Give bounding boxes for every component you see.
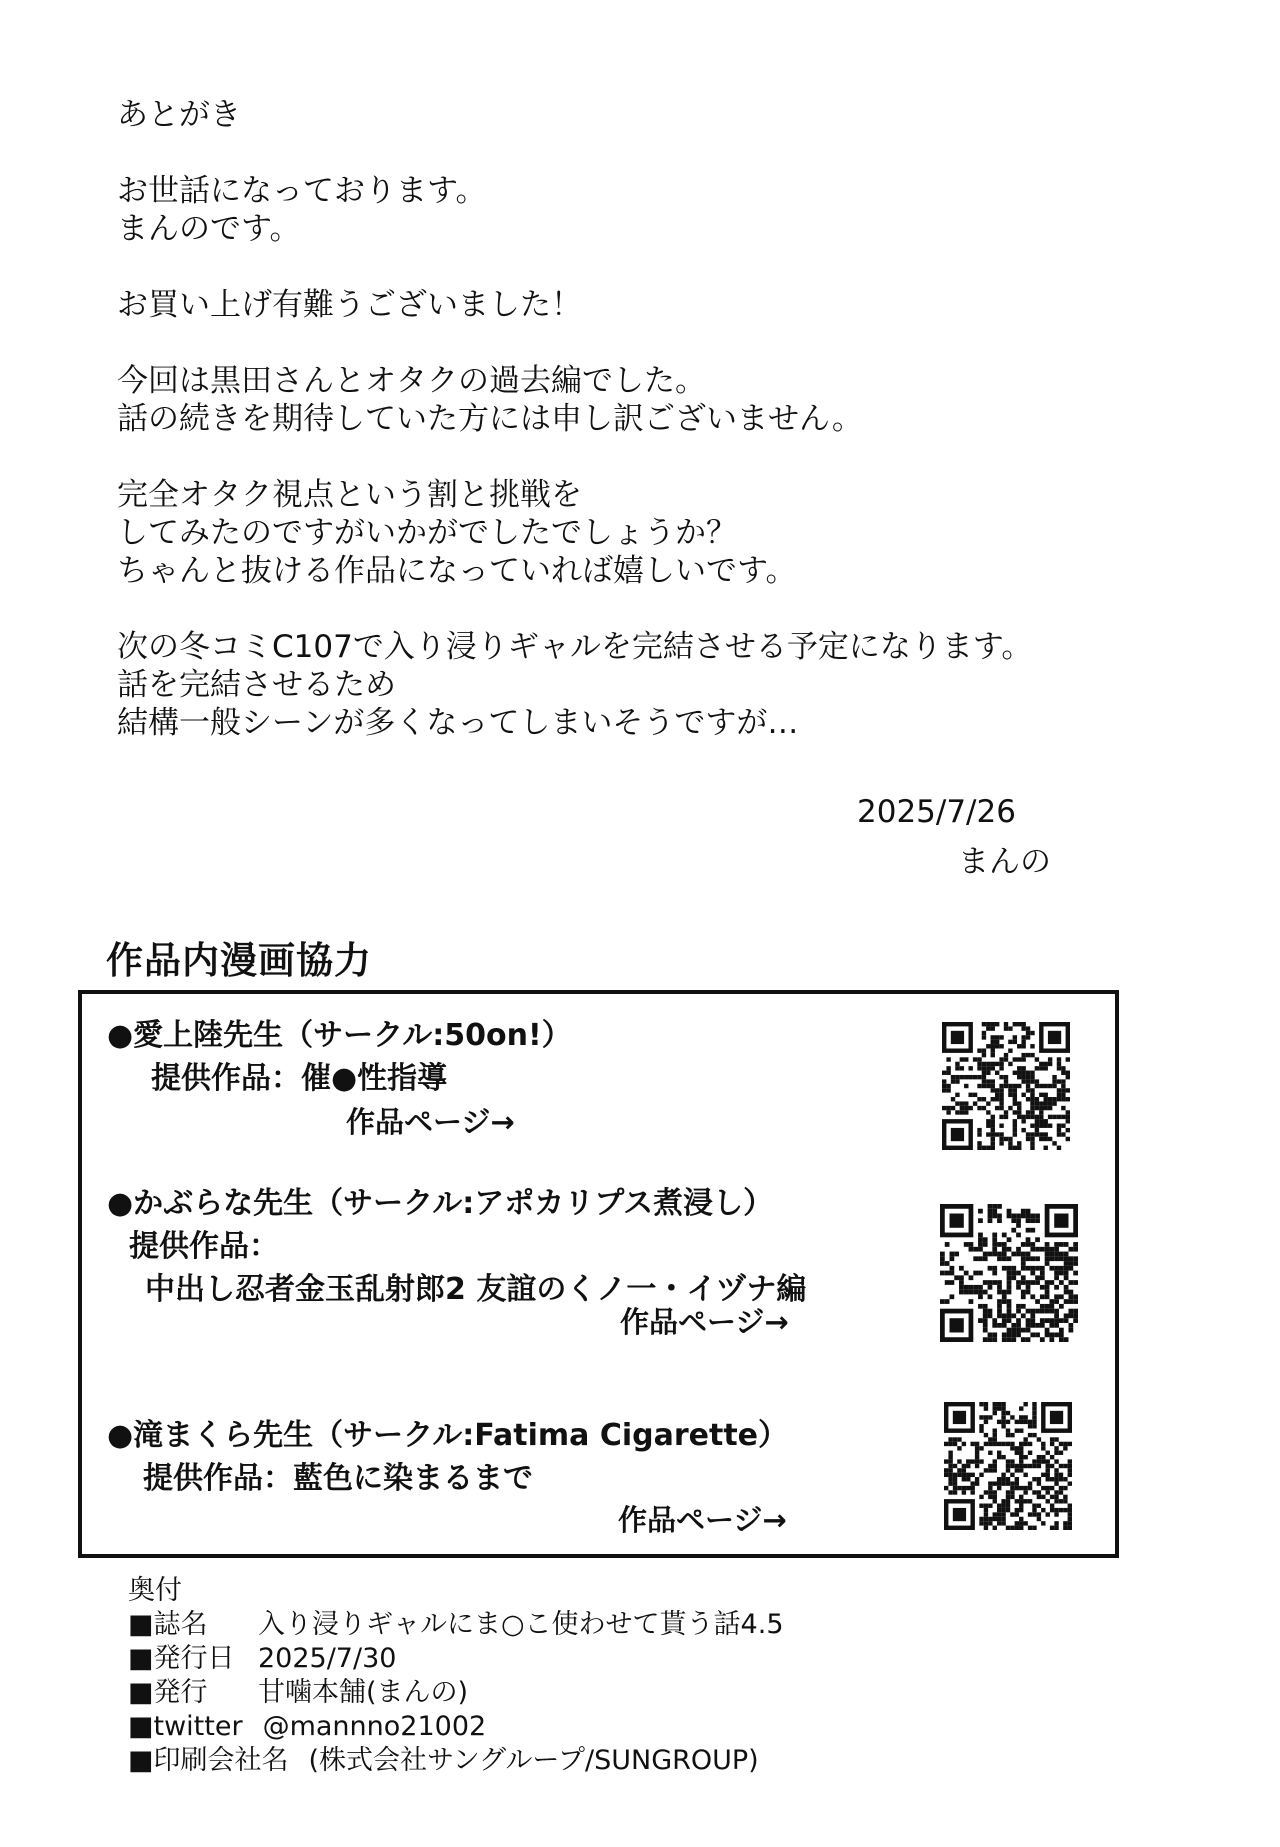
collab-entry — [107, 1182, 806, 1311]
text-line: お買い上げ有難うございました！ — [117, 287, 582, 323]
colophon-row — [128, 1642, 784, 1676]
paragraph-viewpoint — [117, 476, 1032, 590]
provided-work-title: 中出し忍者金玉乱射郎2 友誼のくノ一・イヅナ編 — [145, 1272, 807, 1307]
afterword-title-text: あとがき — [117, 97, 241, 133]
text-line: してみたのですがいかがでしたでしょうか？ — [117, 515, 737, 551]
paragraph-greeting — [117, 172, 1032, 248]
colophon-value: (株式会社サングループ/SUNGROUP) — [308, 1745, 759, 1776]
collab-box — [78, 990, 1119, 1558]
colophon-value: 2025/7/30 — [258, 1643, 397, 1674]
qr-code-icon[interactable] — [944, 1402, 1072, 1530]
text-line: 話の続きを期待していた方には申し訳ございません。 — [117, 401, 863, 437]
text-line: 完全オタク視点という割と挑戦を — [117, 477, 582, 513]
text-line: まんのです。 — [117, 211, 301, 247]
work-page-link[interactable]: 作品ページ→ — [346, 1105, 515, 1139]
artist-name: ●かぶらな先生（サークル:アポカリプス煮浸し） — [107, 1186, 774, 1221]
paragraph-story — [117, 362, 1032, 438]
provided-work: 提供作品：催●性指導 — [151, 1061, 448, 1096]
text-line: 話を完結させるため — [117, 667, 396, 703]
artist-name: ●滝まくら先生（サークル:Fatima Cigarette） — [107, 1418, 789, 1453]
afterword-title — [117, 96, 1032, 134]
colophon-key: ■発行日 — [128, 1643, 235, 1674]
artist-name: ●愛上陸先生（サークル:50on!） — [107, 1018, 572, 1053]
colophon-key: ■twitter — [128, 1711, 243, 1742]
collab-entry — [107, 1414, 788, 1500]
text-line: 今回は黒田さんとオタクの過去編でした。 — [117, 363, 706, 399]
colophon-key: ■発行 — [128, 1677, 208, 1708]
colophon-row — [128, 1608, 784, 1642]
colophon-row — [128, 1744, 784, 1778]
provided-work: 提供作品： — [129, 1229, 279, 1264]
provided-work: 提供作品：藍色に染まるまで — [143, 1461, 533, 1496]
qr-code-icon[interactable] — [942, 1022, 1070, 1150]
paragraph-thanks — [117, 286, 1032, 324]
colophon-value: 甘噛本舗(まんの) — [258, 1677, 469, 1708]
colophon-row — [128, 1710, 784, 1744]
work-page-link[interactable]: 作品ページ→ — [618, 1503, 787, 1537]
text-line: ちゃんと抜ける作品になっていれば嬉しいです。 — [117, 553, 797, 589]
paragraph-next — [117, 628, 1032, 742]
colophon-key: ■誌名 — [128, 1609, 208, 1640]
collab-entry — [107, 1014, 572, 1100]
text-line: 結構一般シーンが多くなってしまいそうですが… — [117, 705, 799, 741]
colophon — [128, 1574, 784, 1778]
colophon-title: 奥付 — [128, 1575, 182, 1606]
work-page-link[interactable]: 作品ページ→ — [620, 1305, 789, 1339]
colophon-value: @mannno21002 — [262, 1711, 487, 1742]
colophon-key: ■印刷会社名 — [128, 1745, 289, 1776]
afterword-text — [117, 96, 1032, 780]
colophon-value: 入り浸りギャルにま○こ使わせて貰う話4.5 — [258, 1609, 784, 1640]
afterword-author: まんの — [958, 844, 1051, 880]
collab-heading: 作品内漫画協力 — [106, 939, 372, 982]
text-line: お世話になっております。 — [117, 173, 487, 209]
colophon-row — [128, 1676, 784, 1710]
text-line: 次の冬コミC107で入り浸りギャルを完結させる予定になります。 — [117, 629, 1033, 665]
afterword-date: 2025/7/26 — [857, 794, 1016, 830]
qr-code-icon[interactable] — [940, 1204, 1078, 1342]
